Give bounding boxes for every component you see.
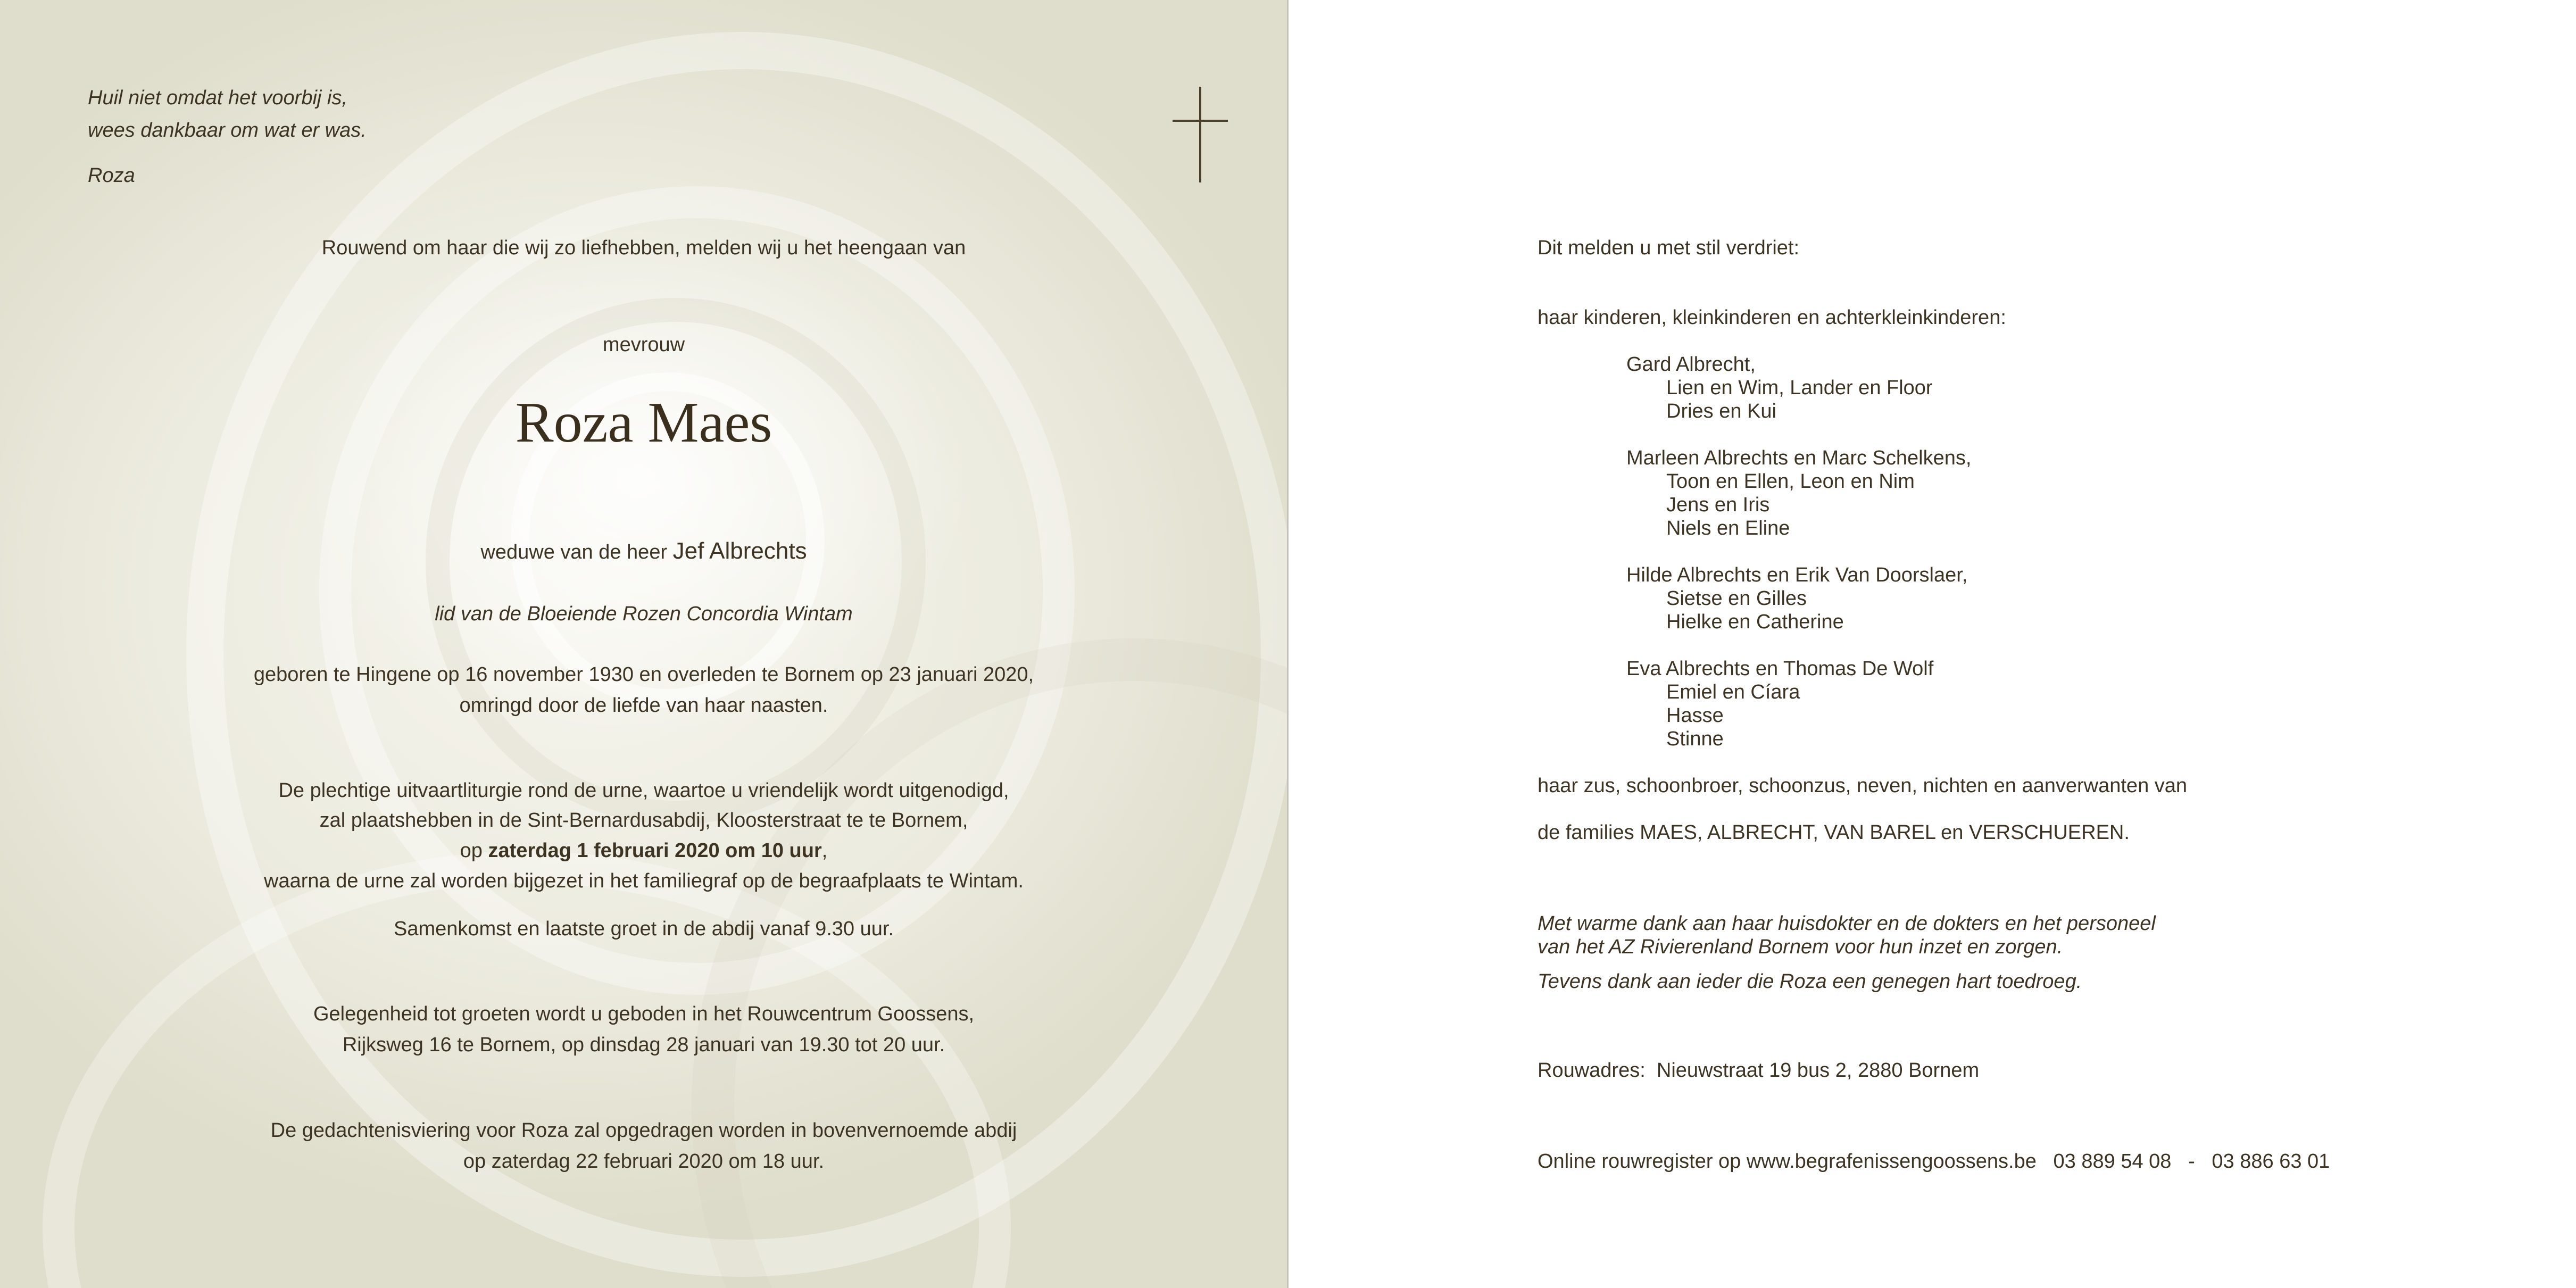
deceased-name: Roza Maes (515, 391, 772, 454)
family-head: Marleen Albrechts en Marc Schelkens, (1626, 447, 1972, 469)
family-member: Jens en Iris (1666, 494, 1770, 516)
family-member: Emiel en Cíara (1666, 681, 1800, 703)
family-member: Niels en Eline (1666, 517, 1790, 539)
family-member: Toon en Ellen, Leon en Nim (1666, 470, 1915, 493)
family-names: de families MAES, ALBRECHT, VAN BAREL en VERSCHUEREN. (1538, 821, 2130, 844)
right-page (1289, 0, 2576, 1288)
quote-author: Roza (88, 164, 135, 187)
online-register: Online rouwregister op www.begrafenissengoossens.be 03 889 54 08 - 03 886 63 01 (1538, 1150, 2330, 1173)
thanks-line-3: Tevens dank aan ieder die Roza een genegen hart toedroeg. (1538, 970, 2082, 993)
family-member: Dries en Kui (1666, 400, 1776, 422)
rose-petal-shade (692, 638, 1287, 1288)
relatives: haar zus, schoonbroer, schoonzus, neven, nichten en aanverwanten van (1538, 775, 2188, 797)
cross-icon (1199, 87, 1201, 182)
funeral-line-3 (0, 836, 1287, 866)
funeral-line-2: zal plaatshebben in de Sint-Bernardusabdij, Kloosterstraat te te Bornem, (319, 809, 968, 832)
visit-line-2: Rijksweg 16 te Bornem, op dinsdag 28 januari van 19.30 tot 20 uur. (342, 1034, 945, 1056)
mourning-address: Rouwadres: Nieuwstraat 19 bus 2, 2880 Bornem (1538, 1059, 1980, 1082)
family-head: Eva Albrechts en Thomas De Wolf (1626, 658, 1934, 680)
funeral-date: zaterdag 1 februari 2020 om 10 uur (488, 840, 822, 862)
funeral-line-4: waarna de urne zal worden bijgezet in het familiegraf op de begraafplaats te Wintam. (264, 870, 1024, 892)
thanks-line-2: van het AZ Rivierenland Bornem voor hun inzet en zorgen. (1538, 936, 2063, 958)
widow-prefix: weduwe van de heer (480, 541, 668, 563)
widow-name: Jef Albrechts (672, 538, 807, 564)
birth-death: geboren te Hingene op 16 november 1930 en overleden te Bornem op 23 januari 2020, (253, 663, 1034, 686)
quote-line-1: Huil niet omdat het voorbij is, (88, 87, 347, 109)
visit-line-1: Gelegenheid tot groeten wordt u geboden in het Rouwcentrum Goossens, (313, 1003, 975, 1025)
funeral-date-suffix: , (821, 840, 828, 862)
cross-icon-bar (1173, 120, 1228, 122)
family-head: Gard Albrecht, (1626, 353, 1756, 376)
funeral-date-prefix: op (460, 840, 483, 862)
quote-line-2: wees dankbaar om wat er was. (88, 119, 367, 142)
funeral-line-1: De plechtige uitvaartliturgie rond de urne, waartoe u vriendelijk wordt uitgenodigd, (278, 779, 1009, 802)
memorial-line-2: op zaterdag 22 februari 2020 om 18 uur. (463, 1150, 825, 1173)
family-member: Sietse en Gilles (1666, 587, 1807, 610)
left-page (0, 0, 1287, 1288)
children-intro: haar kinderen, kleinkinderen en achterkleinkinderen: (1538, 306, 2006, 329)
memorial-line-1: De gedachtenisviering voor Roza zal opgedragen worden in bovenvernoemde abdij (270, 1119, 1017, 1142)
surrounded: omringd door de liefde van haar naasten. (459, 694, 828, 717)
intro-text: Rouwend om haar die wij zo liefhebben, melden wij u het heengaan van (321, 237, 966, 259)
membership: lid van de Bloeiende Rozen Concordia Wintam (435, 603, 853, 625)
announce: Dit melden u met stil verdriet: (1538, 237, 1800, 259)
gathering: Samenkomst en laatste groet in de abdij vanaf 9.30 uur. (393, 918, 894, 940)
family-member: Lien en Wim, Lander en Floor (1666, 377, 1933, 399)
rose-petal-shade (186, 32, 1287, 1277)
family-member: Stinne (1666, 728, 1724, 750)
family-head: Hilde Albrechts en Erik Van Doorslaer, (1626, 564, 1968, 586)
family-member: Hasse (1666, 704, 1724, 727)
thanks-line-1: Met warme dank aan haar huisdokter en de dokters en het personeel (1538, 912, 2156, 935)
family-member: Hielke en Catherine (1666, 611, 1844, 633)
widow-line (0, 536, 1287, 567)
salutation: mevrouw (602, 334, 685, 356)
